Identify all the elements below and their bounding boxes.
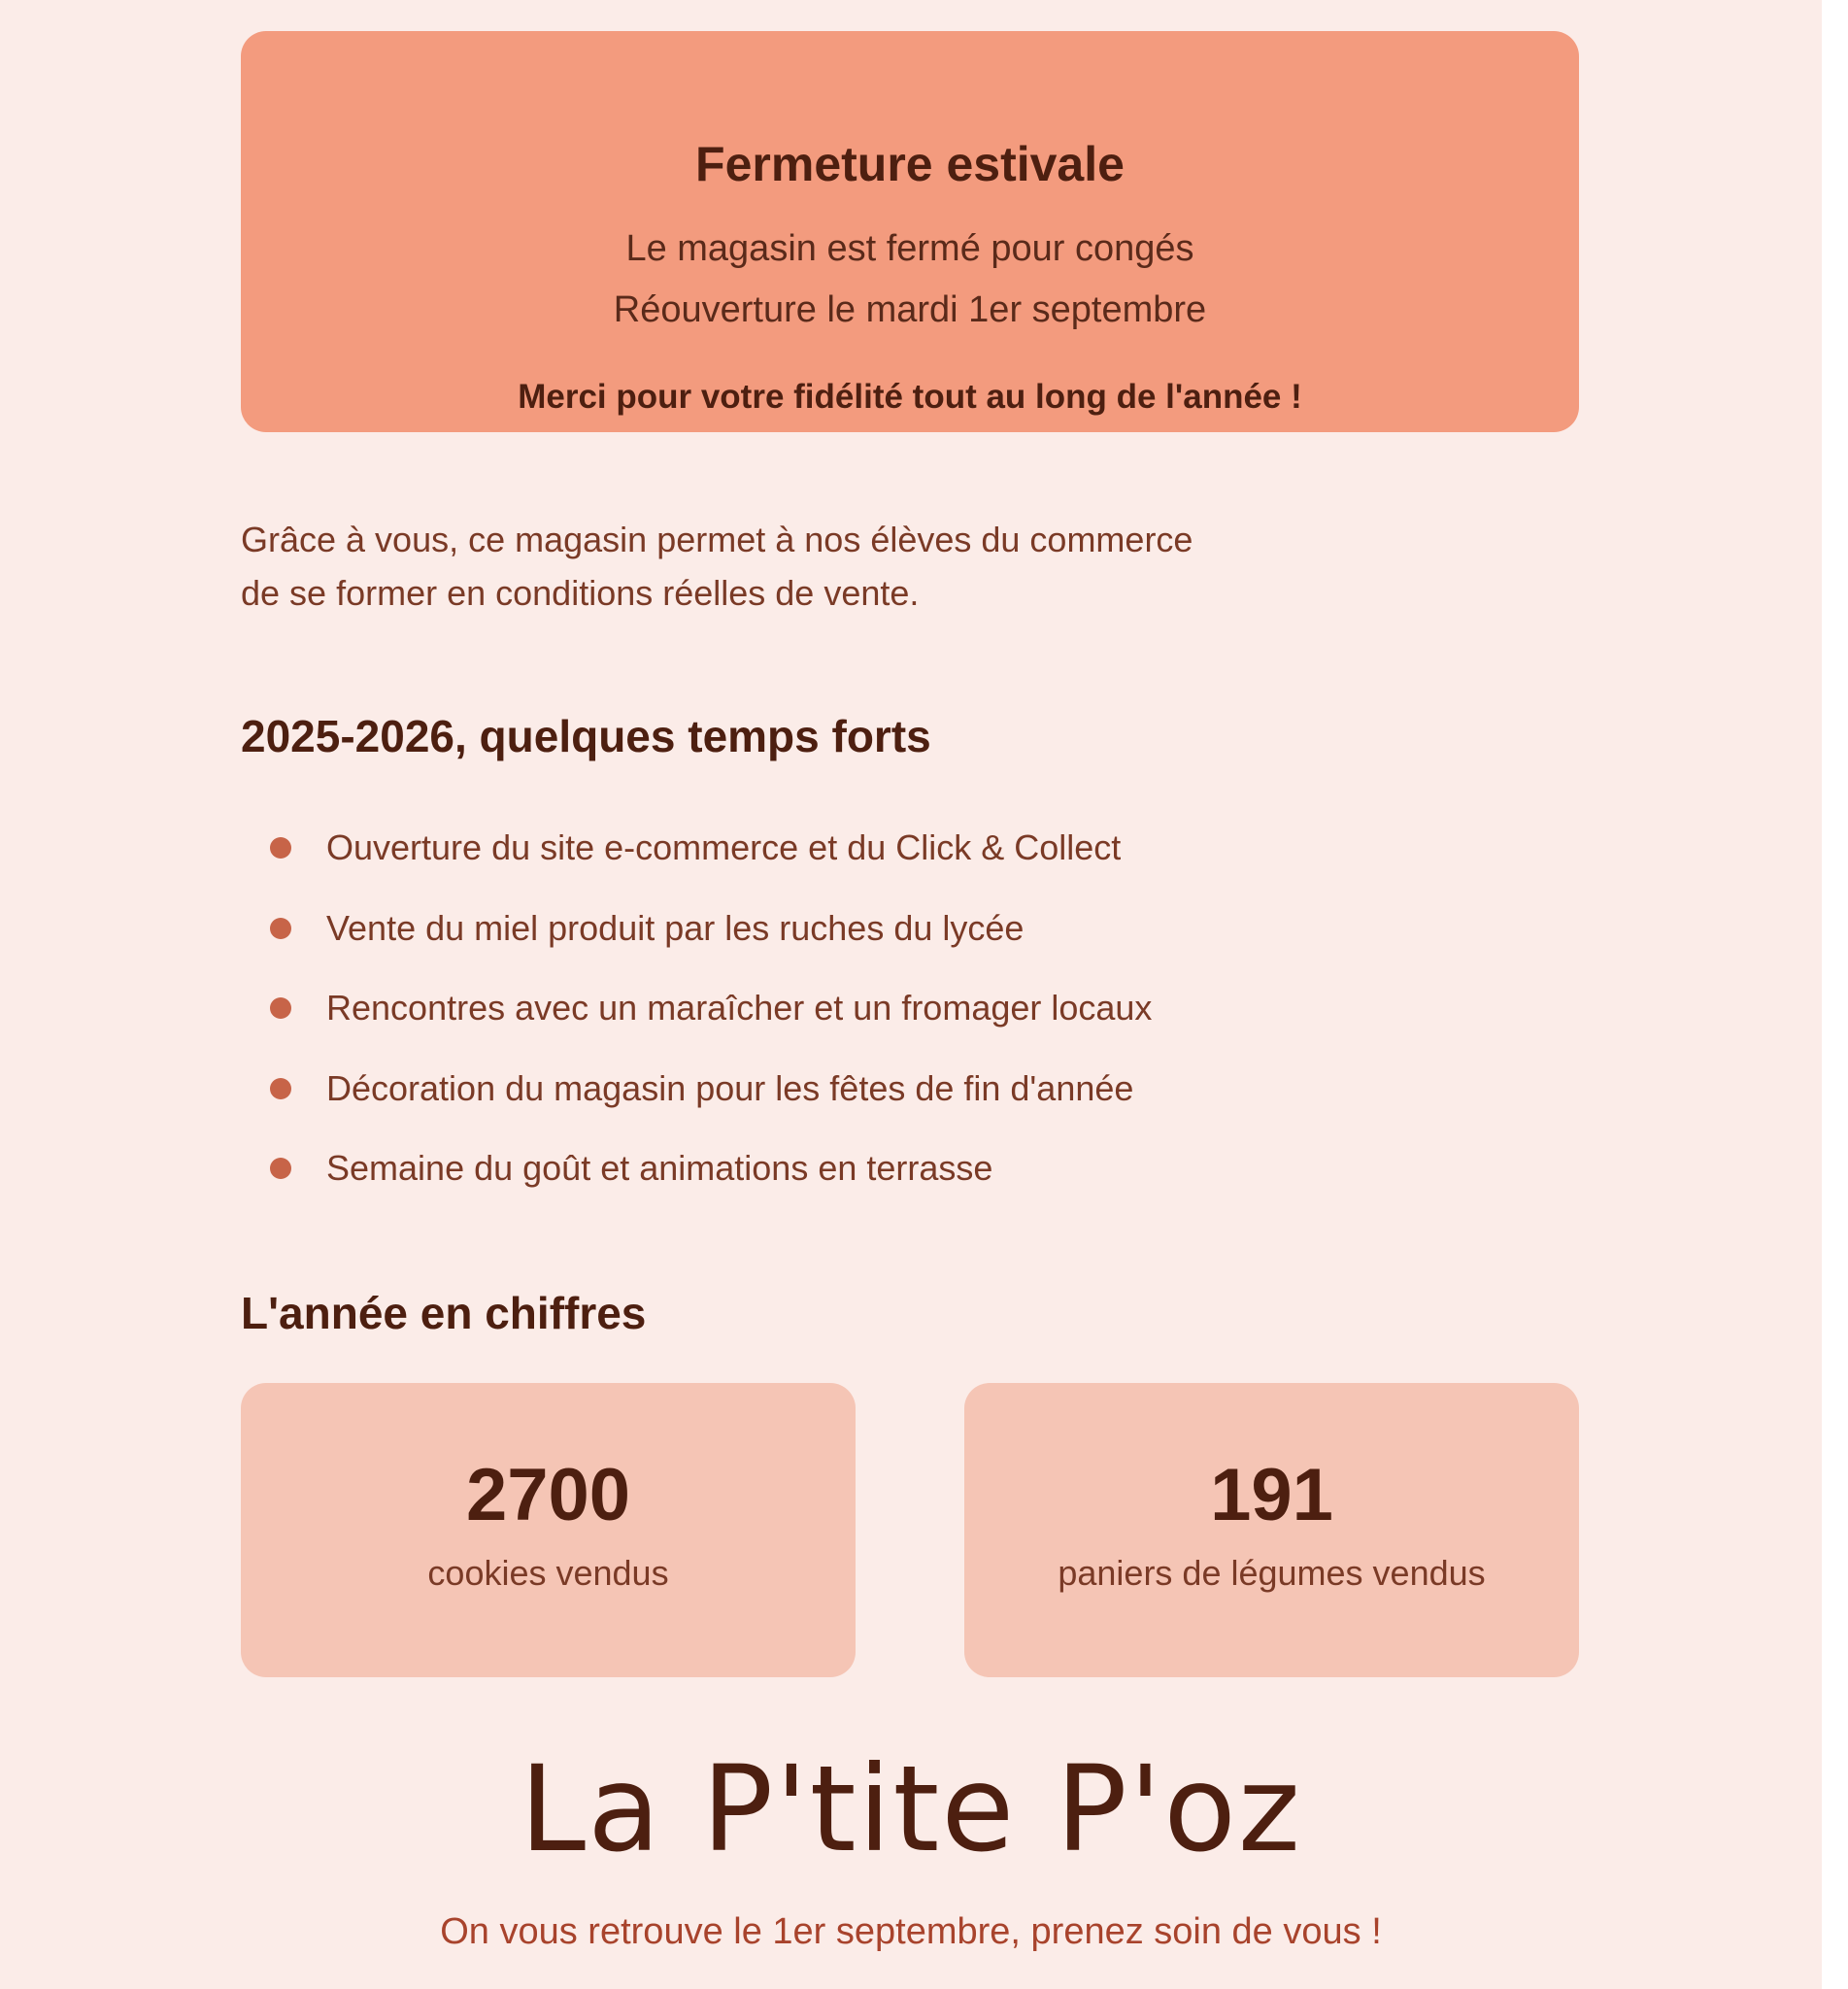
stat-value: 191 <box>1210 1454 1333 1536</box>
stat-value: 2700 <box>465 1454 631 1536</box>
list-item <box>241 1141 1152 1222</box>
list-item-text: Ouverture du site e-commerce et du Click & Collect <box>326 827 1122 867</box>
intro-line-2: de se former en conditions réelles de vente. <box>241 573 920 613</box>
stat-card-vegetable-baskets <box>964 1383 1579 1677</box>
bullet-icon <box>270 918 291 939</box>
highlights-list <box>241 821 1152 1222</box>
stat-card-cookies <box>241 1383 856 1677</box>
list-item-text: Semaine du goût et animations en terrasse <box>326 1148 993 1188</box>
list-item <box>241 901 1152 982</box>
stats-heading: L'année en chiffres <box>241 1288 647 1338</box>
notice-title: Fermeture estivale <box>695 137 1125 191</box>
list-item-text: Vente du miel produit par les ruches du lycée <box>326 907 1025 948</box>
notice-reopening-text: Réouverture le mardi 1er septembre <box>613 289 1207 330</box>
closure-notice-banner <box>241 31 1579 432</box>
notice-thanks-text: Merci pour votre fidélité tout au long de l'année ! <box>518 378 1302 416</box>
stat-label: cookies vendus <box>427 1553 669 1593</box>
list-item-text: Décoration du magasin pour les fêtes de fin d'année <box>326 1067 1134 1108</box>
intro-paragraph <box>241 513 1309 620</box>
stat-label: paniers de légumes vendus <box>1058 1553 1486 1593</box>
bullet-icon <box>270 1158 291 1179</box>
notice-closure-text: Le magasin est fermé pour congés <box>625 228 1194 269</box>
list-item <box>241 821 1152 901</box>
brand-logo-text: La P'tite P'oz <box>520 1740 1302 1878</box>
bullet-icon <box>270 837 291 859</box>
bullet-icon <box>270 1078 291 1099</box>
footer-message: On vous retrouve le 1er septembre, prenez soin de vous ! <box>440 1911 1382 1952</box>
bullet-icon <box>270 997 291 1019</box>
list-item <box>241 981 1152 1062</box>
list-item-text: Rencontres avec un maraîcher et un fromager locaux <box>326 988 1153 1028</box>
highlights-heading: 2025-2026, quelques temps forts <box>241 711 931 761</box>
intro-line-1: Grâce à vous, ce magasin permet à nos élèves du commerce <box>241 520 1193 559</box>
list-item <box>241 1062 1152 1142</box>
